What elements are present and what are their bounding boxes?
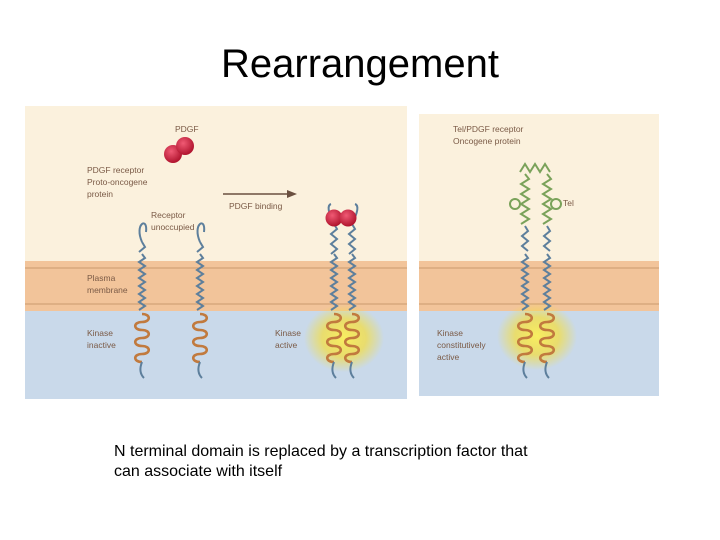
oncogene-protein-label: Oncogene protein (453, 136, 521, 146)
tel-pdgf-receptor-label: Tel/PDGF receptor (453, 124, 524, 134)
pdgf-receptor-label: PDGF receptor (87, 165, 145, 175)
plasma-membrane-label-1: Plasma (87, 273, 116, 283)
figure-svg (25, 106, 665, 406)
kinase-active-glow (304, 304, 384, 372)
kinase-active-label-2: active (275, 340, 298, 350)
pdgf-label: PDGF (175, 124, 199, 134)
kinase-constitutive-label-1: Kinase (437, 328, 463, 338)
caption-line-2: can associate with itself (114, 463, 283, 480)
rearrangement-figure (25, 106, 665, 406)
slide-title: Rearrangement (221, 42, 499, 86)
pdgf-binding-label: PDGF binding (229, 201, 283, 211)
caption (114, 442, 634, 482)
protein-label: protein (87, 189, 113, 199)
tel-label: Tel (563, 198, 574, 208)
plasma-membrane-label-2: membrane (87, 285, 128, 295)
kinase-constitutive-glow (497, 302, 577, 370)
kinase-inactive-label-2: inactive (87, 340, 116, 350)
extracellular-space-left (25, 106, 407, 266)
kinase-constitutive-label-2: constitutively (437, 340, 486, 350)
receptor-unoccupied-label-2: unoccupied (151, 222, 195, 232)
receptor-unoccupied-label-1: Receptor (151, 210, 186, 220)
proto-oncogene-label: Proto-oncogene (87, 177, 148, 187)
kinase-active-label-1: Kinase (275, 328, 301, 338)
caption-line-1: N terminal domain is replaced by a transcription factor that (114, 443, 528, 460)
kinase-inactive-label-1: Kinase (87, 328, 113, 338)
kinase-constitutive-label-3: active (437, 352, 460, 362)
